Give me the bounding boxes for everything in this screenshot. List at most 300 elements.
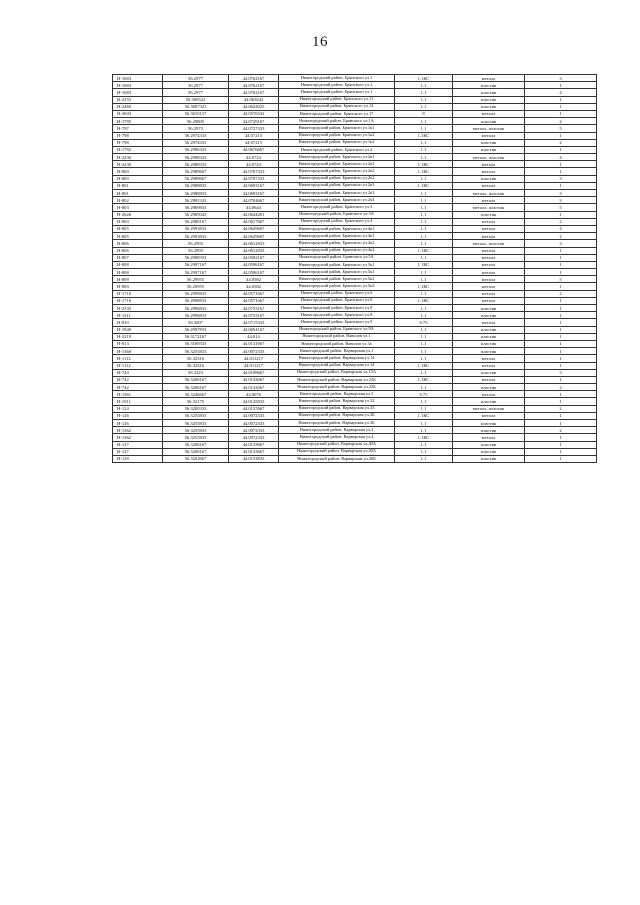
count-cell: 2 <box>525 218 597 225</box>
site-id-cell: Н-742 <box>113 376 163 383</box>
address-cell: Нижегородский район, Брянского ул.5к2 <box>279 276 395 283</box>
latitude-cell: 56.29805 <box>163 118 229 125</box>
address-cell: Нижегородский район, Варварская ул.4 <box>279 427 395 434</box>
volume-cell: 1.1 <box>395 348 453 355</box>
count-cell: 1 <box>525 376 597 383</box>
latitude-cell: 56.3255833 <box>163 412 229 419</box>
address-cell: Нижегородский район, Брянского ул.1 <box>279 82 395 89</box>
volume-cell: 1.1КС <box>395 168 453 175</box>
site-id-cell: Н-801 <box>113 182 163 189</box>
latitude-cell: 56.2997167 <box>163 261 229 268</box>
longitude-cell: 44.0576532 <box>229 110 279 117</box>
latitude-cell: 56.2977 <box>163 75 229 82</box>
container-sites-table <box>112 74 597 463</box>
material-cell: пластик <box>453 146 525 153</box>
volume-cell: 1.1 <box>395 355 453 362</box>
count-cell: 4 <box>525 89 597 96</box>
volume-cell: 1.1 <box>395 118 453 125</box>
count-cell: 1 <box>525 269 597 276</box>
count-cell: 3 <box>525 369 597 376</box>
count-cell: 1 <box>525 161 597 168</box>
site-id-cell: Н-803 <box>113 204 163 211</box>
address-cell: Нижегородский район, Брянского ул.4к1 <box>279 233 395 240</box>
material-cell: металл <box>453 247 525 254</box>
site-id-cell: Н-800 <box>113 168 163 175</box>
longitude-cell: 44.0762167 <box>229 75 279 82</box>
longitude-cell: 44.0644 <box>229 204 279 211</box>
material-cell: металл <box>453 290 525 297</box>
longitude-cell: 44.011217 <box>229 362 279 369</box>
volume-cell: 1.1 <box>395 139 453 146</box>
table-row <box>113 427 597 434</box>
volume-cell: 1.1КС <box>395 132 453 139</box>
latitude-cell: 56.2981333 <box>163 197 229 204</box>
table-row <box>113 204 597 211</box>
count-cell: 3 <box>525 197 597 204</box>
count-cell: 3 <box>525 175 597 182</box>
latitude-cell: 56.2996833 <box>163 312 229 319</box>
longitude-cell: 44.0704667 <box>229 197 279 204</box>
table-row <box>113 225 597 232</box>
count-cell: 1 <box>525 391 597 398</box>
site-id-cell: Н-2255 <box>113 96 163 103</box>
longitude-cell: 44.0617667 <box>229 218 279 225</box>
table-row <box>113 240 597 247</box>
latitude-cell: 56.3255833 <box>163 420 229 427</box>
table-row <box>113 96 597 103</box>
count-cell: 1 <box>525 247 597 254</box>
material-cell: пластик <box>453 333 525 340</box>
table-row <box>113 125 597 132</box>
table-row <box>113 276 597 283</box>
material-cell: металл <box>453 391 525 398</box>
site-id-cell: Н-1940 <box>113 326 163 333</box>
latitude-cell: 56.3200333 <box>163 405 229 412</box>
table-row <box>113 398 597 405</box>
table-row <box>113 441 597 448</box>
table-row <box>113 89 597 96</box>
count-cell: 1 <box>525 355 597 362</box>
latitude-cell: 56.2996833 <box>163 305 229 312</box>
longitude-cell: 44.0715333 <box>229 319 279 326</box>
address-cell: Нижегородский район, Брянского ул.17 <box>279 110 395 117</box>
table-row <box>113 233 597 240</box>
table-row <box>113 384 597 391</box>
longitude-cell: 44.0676667 <box>229 146 279 153</box>
longitude-cell: 44.0723 <box>229 161 279 168</box>
count-cell: 1 <box>525 283 597 290</box>
latitude-cell: 56.2997833 <box>163 326 229 333</box>
table-row <box>113 182 597 189</box>
longitude-cell: 44.0707333 <box>229 168 279 175</box>
table-row <box>113 333 597 340</box>
volume-cell: 1.1 <box>395 225 453 232</box>
longitude-cell: 44.0571667 <box>229 290 279 297</box>
table-row <box>113 326 597 333</box>
longitude-cell: 44.0072333 <box>229 434 279 441</box>
material-cell: металл <box>453 254 525 261</box>
volume-cell: 1.1 <box>395 154 453 161</box>
table-row <box>113 118 597 125</box>
latitude-cell: 56.3255833 <box>163 427 229 434</box>
latitude-cell: 56.2996333 <box>163 146 229 153</box>
latitude-cell: 56.2988333 <box>163 254 229 261</box>
site-id-cell: Н-807 <box>113 254 163 261</box>
longitude-cell: 44.0612833 <box>229 247 279 254</box>
count-cell: 1 <box>525 261 597 268</box>
address-cell: Нижегородский район, Брянского ул.4к2 <box>279 240 395 247</box>
longitude-cell: 44.0137667 <box>229 405 279 412</box>
address-cell: Нижегородский район, Варварская ул.3 <box>279 391 395 398</box>
address-cell: Нижегородский район, Брянского ул.9А <box>279 326 395 333</box>
address-cell: Нижегородский район, Брянского ул.4к1 <box>279 225 395 232</box>
table-row <box>113 455 597 462</box>
volume-cell: 1.1 <box>395 146 453 153</box>
table-row <box>113 305 597 312</box>
site-id-cell: Н-808 <box>113 261 163 268</box>
site-id-cell: Н-1361 <box>113 391 163 398</box>
longitude-cell: 44.0145833 <box>229 398 279 405</box>
count-cell: 1 <box>525 146 597 153</box>
material-cell: пластик <box>453 441 525 448</box>
latitude-cell: 56.2969833 <box>163 204 229 211</box>
count-cell: 2 <box>525 290 597 297</box>
address-cell: Нижегородский район, Брянского ул.11 <box>279 96 395 103</box>
latitude-cell: 56.3172167 <box>163 333 229 340</box>
address-cell: Нижегородский район, Брянского ул.2к2 <box>279 168 395 175</box>
volume-cell: 1.1КС <box>395 362 453 369</box>
count-cell: 1 <box>525 441 597 448</box>
address-cell: Нижегородский район, Брянского ул.9 <box>279 319 395 326</box>
volume-cell: 1.1 <box>395 269 453 276</box>
site-id-cell: Н-1782 <box>113 146 163 153</box>
latitude-cell: 56.2989667 <box>163 175 229 182</box>
table-row <box>113 319 597 326</box>
volume-cell: 1.1КС <box>395 283 453 290</box>
material-cell: металл <box>453 161 525 168</box>
table-row <box>113 355 597 362</box>
table-row <box>113 448 597 455</box>
volume-cell: 1.1 <box>395 312 453 319</box>
volume-cell: 1.1 <box>395 448 453 455</box>
longitude-cell: 44.0723 <box>229 154 279 161</box>
address-cell: Нижегородский район, Брянского ул.5к2 <box>279 283 395 290</box>
material-cell: пластик <box>453 427 525 434</box>
count-cell: 1 <box>525 362 597 369</box>
longitude-cell: 44.0132667 <box>229 384 279 391</box>
count-cell: 5 <box>525 125 597 132</box>
longitude-cell: 44.0153833 <box>229 455 279 462</box>
table-row <box>113 312 597 319</box>
site-id-cell: Н-810 <box>113 319 163 326</box>
latitude-cell: 56.3206167 <box>163 384 229 391</box>
longitude-cell: 44.0693167 <box>229 190 279 197</box>
longitude-cell: 44.0629667 <box>229 225 279 232</box>
site-id-cell: Н-797 <box>113 125 163 132</box>
address-cell: Нижегородский район, Брянского ул.2к3 <box>279 190 395 197</box>
material-cell: металл <box>453 197 525 204</box>
volume-cell: 1.1 <box>395 82 453 89</box>
latitude-cell: 56.2985043 <box>163 211 229 218</box>
site-id-cell: Н-1911 <box>113 398 163 405</box>
volume-cell: 1.1 <box>395 218 453 225</box>
site-id-cell: Н-2230 <box>113 154 163 161</box>
count-cell: 1 <box>525 312 597 319</box>
count-cell: 3 <box>525 190 597 197</box>
table-row <box>113 161 597 168</box>
material-cell: металл <box>453 225 525 232</box>
latitude-cell: 56.2993833 <box>163 233 229 240</box>
longitude-cell: 44.0132667 <box>229 376 279 383</box>
volume-cell: 8 <box>395 110 453 117</box>
volume-cell: 1.1 <box>395 204 453 211</box>
latitude-cell: 56.3255833 <box>163 434 229 441</box>
table-body <box>113 75 597 463</box>
site-id-cell: Н-1716 <box>113 290 163 297</box>
address-cell: Нижегородский район, Брянского ул.2в1 <box>279 161 395 168</box>
volume-cell: 1.1 <box>395 326 453 333</box>
count-cell: 1 <box>525 319 597 326</box>
count-cell: 1 <box>525 110 597 117</box>
latitude-cell: 56.2980167 <box>163 218 229 225</box>
site-id-cell: Н-1785 <box>113 118 163 125</box>
latitude-cell: 56.3007 <box>163 319 229 326</box>
address-cell: Нижегородский район, Брянского ул.5к1 <box>279 261 395 268</box>
volume-cell: 1.1 <box>395 340 453 347</box>
material-cell: пластик <box>453 384 525 391</box>
table-row <box>113 139 597 146</box>
longitude-cell: 44.0737333 <box>229 125 279 132</box>
longitude-cell: 44.0131667 <box>229 340 279 347</box>
site-id-cell: Н-808 <box>113 269 163 276</box>
volume-cell: 0.75 <box>395 319 453 326</box>
latitude-cell: 56.2988333 <box>163 154 229 161</box>
latitude-cell: 56.3206167 <box>163 441 229 448</box>
latitude-cell: 56.2977 <box>163 82 229 89</box>
volume-cell: 1.1 <box>395 103 453 110</box>
material-cell: пластик <box>453 305 525 312</box>
volume-cell: 1.1КС <box>395 161 453 168</box>
material-cell: металл <box>453 261 525 268</box>
site-id-cell: Н-128 <box>113 455 163 462</box>
longitude-cell: 44.0753167 <box>229 305 279 312</box>
site-id-cell: Н-806 <box>113 247 163 254</box>
site-id-cell: Н-809 <box>113 276 163 283</box>
address-cell: Нижегородский район, Брянского ул.5А <box>279 254 395 261</box>
count-cell: 3 <box>525 75 597 82</box>
count-cell: 1 <box>525 103 597 110</box>
site-id-cell: Н-1362 <box>113 434 163 441</box>
count-cell: 2 <box>525 427 597 434</box>
material-cell: пластик <box>453 455 525 462</box>
address-cell: Нижегородский район, Варварская ул.3Б <box>279 412 395 419</box>
material-cell: пластик <box>453 139 525 146</box>
address-cell: Нижегородский район, Брянского ул.2в1 <box>279 154 395 161</box>
table-row <box>113 197 597 204</box>
volume-cell: 1.1КС <box>395 376 453 383</box>
address-cell: Нижегородский район, Брянского ул.3А <box>279 211 395 218</box>
longitude-cell: 44.0582 <box>229 276 279 283</box>
site-id-cell: Н-809 <box>113 283 163 290</box>
latitude-cell: 56.3202667 <box>163 455 229 462</box>
material-cell: металл <box>453 269 525 276</box>
table-row <box>113 369 597 376</box>
count-cell: 1 <box>525 254 597 261</box>
address-cell: Нижегородский район, Брянского ул.1к1 <box>279 125 395 132</box>
volume-cell: 1.1КС <box>395 434 453 441</box>
count-cell: 1 <box>525 412 597 419</box>
volume-cell: 1.1 <box>395 211 453 218</box>
longitude-cell: 44.0582167 <box>229 254 279 261</box>
material-cell: металл <box>453 319 525 326</box>
address-cell: Нижегородский район, Брянского ул.2 <box>279 146 395 153</box>
count-cell: 5 <box>525 204 597 211</box>
volume-cell: 1.1 <box>395 233 453 240</box>
site-id-cell: Н-1716 <box>113 297 163 304</box>
count-cell: 1 <box>525 96 597 103</box>
table-row <box>113 340 597 347</box>
latitude-cell: 56.3255833 <box>163 348 229 355</box>
volume-cell: 0.75 <box>395 391 453 398</box>
site-id-cell: Н-127 <box>113 441 163 448</box>
material-cell: пластик <box>453 369 525 376</box>
latitude-cell: 56.3223 <box>163 369 229 376</box>
latitude-cell: 56.3169333 <box>163 340 229 347</box>
material-cell: металл, пластик <box>453 154 525 161</box>
site-id-cell: Н-800 <box>113 175 163 182</box>
material-cell: металл <box>453 276 525 283</box>
table-row <box>113 391 597 398</box>
volume-cell: 1.1 <box>395 276 453 283</box>
latitude-cell: 56.2988833 <box>163 190 229 197</box>
volume-cell: 1.1 <box>395 455 453 462</box>
address-cell: Нижегородский район, Брянского ул.4 <box>279 218 395 225</box>
table-row <box>113 269 597 276</box>
site-id-cell: Н-2460 <box>113 103 163 110</box>
volume-cell: 1.1КС <box>395 261 453 268</box>
longitude-cell: 44.011217 <box>229 355 279 362</box>
volume-cell: 1.1КС <box>395 297 453 304</box>
longitude-cell: 44.014 <box>229 333 279 340</box>
material-cell: пластик <box>453 175 525 182</box>
latitude-cell: 56.2988833 <box>163 182 229 189</box>
address-cell: Нижегородский район, Брянского ул.6 <box>279 297 395 304</box>
material-cell: пластик <box>453 103 525 110</box>
latitude-cell: 56.29955 <box>163 283 229 290</box>
count-cell: 1 <box>525 82 597 89</box>
longitude-cell: 44.0596167 <box>229 261 279 268</box>
latitude-cell: 56.3206167 <box>163 448 229 455</box>
material-cell: пластик <box>453 96 525 103</box>
material-cell: металл, пластик <box>453 240 525 247</box>
material-cell: пластик <box>453 398 525 405</box>
material-cell: пластик <box>453 118 525 125</box>
longitude-cell: 44.0612833 <box>229 240 279 247</box>
volume-cell: 1.1КС <box>395 75 453 82</box>
count-cell: 1 <box>525 168 597 175</box>
longitude-cell: 44.0729167 <box>229 118 279 125</box>
volume-cell: 1.1 <box>395 384 453 391</box>
longitude-cell: 44.0762167 <box>229 89 279 96</box>
latitude-cell: 56.3246667 <box>163 391 229 398</box>
volume-cell: 1.1 <box>395 175 453 182</box>
table-row <box>113 190 597 197</box>
count-cell: 2 <box>525 384 597 391</box>
address-cell: Нижегородский район, Варварская ул.3Б <box>279 420 395 427</box>
material-cell: металл <box>453 182 525 189</box>
material-cell: пластик <box>453 82 525 89</box>
count-cell: 1 <box>525 182 597 189</box>
material-cell: пластик <box>453 448 525 455</box>
site-id-cell: Н-1360 <box>113 348 163 355</box>
address-cell: Нижегородский район, Брянского ул.2к4 <box>279 197 395 204</box>
address-cell: Нижегородский район, Брянского ул.4к2 <box>279 247 395 254</box>
longitude-cell: 44.0582 <box>229 283 279 290</box>
longitude-cell: 44.0596167 <box>229 269 279 276</box>
address-cell: Нижегородский район, Брянского ул.12 <box>279 103 395 110</box>
count-cell: 1 <box>525 455 597 462</box>
count-cell: 1 <box>525 333 597 340</box>
material-cell: пластик <box>453 340 525 347</box>
material-cell: металл <box>453 110 525 117</box>
address-cell: Нижегородский район, Брянского ул.3 <box>279 204 395 211</box>
latitude-cell: 56.2998833 <box>163 290 229 297</box>
address-cell: Нижегородский район, Вавилов ул.3а <box>279 340 395 347</box>
material-cell: металл <box>453 412 525 419</box>
longitude-cell: 44.0076 <box>229 391 279 398</box>
site-id-cell: Н-744 <box>113 369 163 376</box>
longitude-cell: 44.0694167 <box>229 326 279 333</box>
volume-cell: 1.1 <box>395 96 453 103</box>
site-id-cell: Н-805 <box>113 233 163 240</box>
site-id-cell: Н-2335 <box>113 305 163 312</box>
address-cell: Нижегородский район, Варварская ул.40Б <box>279 455 395 462</box>
longitude-cell: 44.0133667 <box>229 448 279 455</box>
latitude-cell: 56.2988333 <box>163 161 229 168</box>
site-id-cell: Н-1683 <box>113 89 163 96</box>
address-cell: Нижегородский район, Брянского ул.1 <box>279 75 395 82</box>
longitude-cell: 44.0644201 <box>229 211 279 218</box>
longitude-cell: 44.0072333 <box>229 348 279 355</box>
site-id-cell: Н-2219 <box>113 333 163 340</box>
table-row <box>113 175 597 182</box>
count-cell: 1 <box>525 211 597 218</box>
count-cell: 1 <box>525 340 597 347</box>
latitude-cell: 56.3206167 <box>163 376 229 383</box>
latitude-cell: 56.32316 <box>163 355 229 362</box>
volume-cell: 1.1 <box>395 333 453 340</box>
site-id-cell: Н-2626 <box>113 211 163 218</box>
table-row <box>113 132 597 139</box>
address-cell: Нижегородский район, Варварская ул.32 <box>279 398 395 405</box>
site-id-cell: Н-798 <box>113 139 163 146</box>
address-cell: Нижегородский район, Варварская ул.23Б <box>279 384 395 391</box>
table-row <box>113 405 597 412</box>
address-cell: Нижегородский район, Варварская ул.1 <box>279 348 395 355</box>
material-cell: металл, пластик <box>453 204 525 211</box>
volume-cell: 1.1 <box>395 125 453 132</box>
count-cell: 2 <box>525 233 597 240</box>
site-id-cell: Н-127 <box>113 448 163 455</box>
address-cell: Нижегородский район, Варварская ул.23Б <box>279 376 395 383</box>
table-row <box>113 75 597 82</box>
address-cell: Нижегородский район, Варварская ул.40А <box>279 441 395 448</box>
table-row <box>113 110 597 117</box>
address-cell: Нижегородский район, Брянского ул.1 <box>279 89 395 96</box>
latitude-cell: 56.3007323 <box>163 103 229 110</box>
table-row <box>113 412 597 419</box>
latitude-cell: 56.2974333 <box>163 139 229 146</box>
